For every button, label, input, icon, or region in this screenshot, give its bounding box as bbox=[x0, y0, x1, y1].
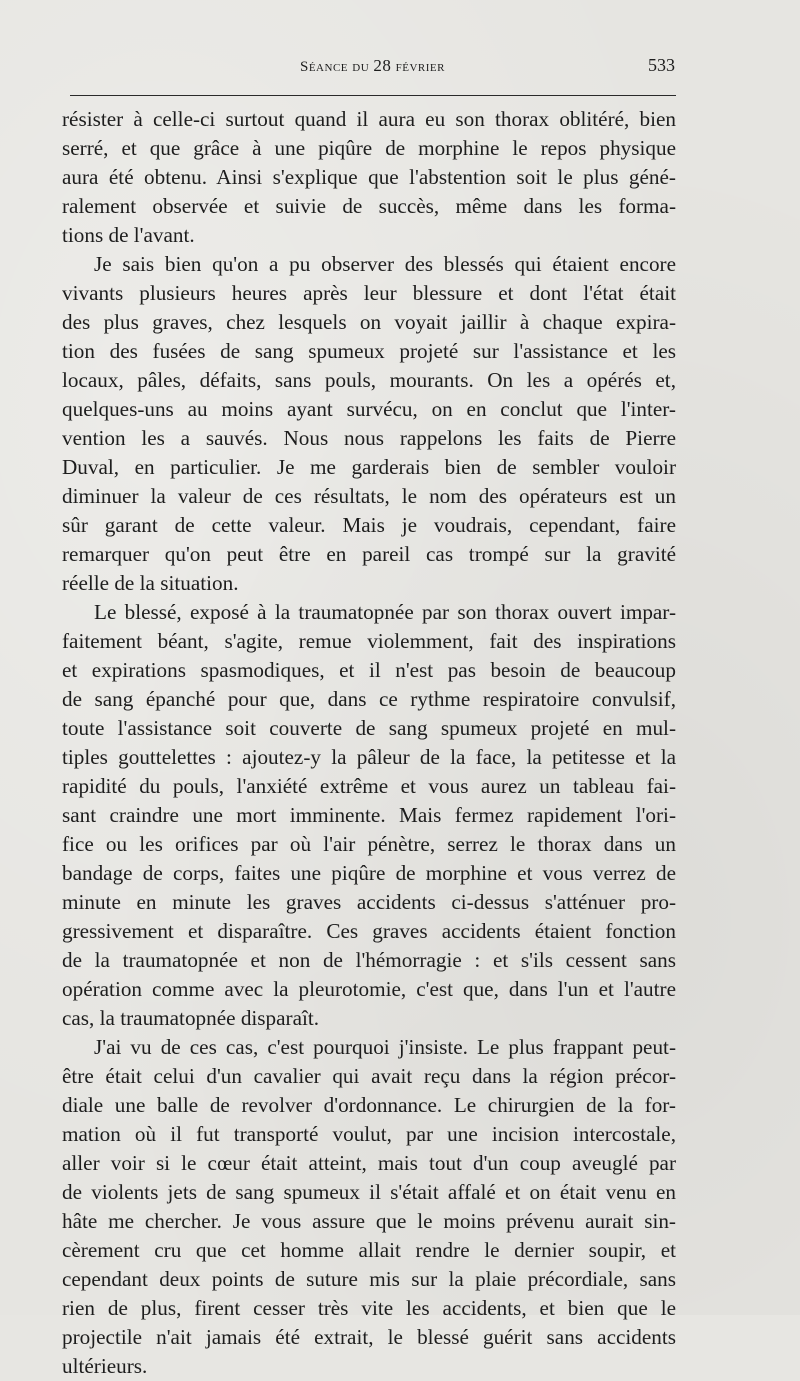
text-line: fice ou les orifices par où l'air pénètre, serrez le thorax dans un bbox=[62, 832, 676, 856]
text-line: gressivement et disparaître. Ces graves accidents étaient fonction bbox=[62, 919, 676, 943]
text-line: tion des fusées de sang spumeux projeté sur l'assistance et les bbox=[62, 339, 676, 363]
header-rule bbox=[70, 95, 676, 96]
text-line: bandage de corps, faites une piqûre de morphine et vous verrez de bbox=[62, 861, 676, 885]
text-line: Le blessé, exposé à la traumatopnée par son thorax ouvert impar- bbox=[94, 600, 676, 624]
text-line: de la traumatopnée et non de l'hémorragie : et s'ils cessent sans bbox=[62, 948, 676, 972]
text-line: sant craindre une mort imminente. Mais fermez rapidement l'ori- bbox=[62, 803, 676, 827]
text-line: quelques-uns au moins ayant survécu, on en conclut que l'inter- bbox=[62, 397, 676, 421]
text-line: tiples gouttelettes : ajoutez-y la pâleur de la face, la petitesse et la bbox=[62, 745, 676, 769]
text-line: faitement béant, s'agite, remue violemment, fait des inspirations bbox=[62, 629, 676, 653]
text-line: ultérieurs. bbox=[62, 1354, 148, 1378]
text-line: de sang épanché pour que, dans ce rythme respiratoire convulsif, bbox=[62, 687, 676, 711]
text-line: serré, et que grâce à une piqûre de morphine le repos physique bbox=[62, 136, 676, 160]
text-line: cependant deux points de suture mis sur la plaie précordiale, sans bbox=[62, 1267, 676, 1291]
text-line: tions de l'avant. bbox=[62, 223, 195, 247]
text-line: aller voir si le cœur était atteint, mais tout d'un coup aveuglé par bbox=[62, 1151, 676, 1175]
text-line: être était celui d'un cavalier qui avait reçu dans la région précor- bbox=[62, 1064, 676, 1088]
text-line: des plus graves, chez lesquels on voyait jaillir à chaque expira- bbox=[62, 310, 676, 334]
running-head-title bbox=[70, 56, 675, 76]
text-line: vention les a sauvés. Nous nous rappelons les faits de Pierre bbox=[62, 426, 676, 450]
text-line: toute l'assistance soit couverte de sang spumeux projeté en mul- bbox=[62, 716, 676, 740]
text-line: rien de plus, firent cesser très vite les accidents, et bien que le bbox=[62, 1296, 676, 1320]
text-line: vivants plusieurs heures après leur blessure et dont l'état était bbox=[62, 281, 676, 305]
text-line: locaux, pâles, défaits, sans pouls, mourants. On les a opérés et, bbox=[62, 368, 676, 392]
text-line: cèrement cru que cet homme allait rendre le dernier soupir, et bbox=[62, 1238, 676, 1262]
text-line: rapidité du pouls, l'anxiété extrême et vous aurez un tableau fai- bbox=[62, 774, 676, 798]
running-head-title-part: février bbox=[391, 59, 445, 75]
text-line: Je sais bien qu'on a pu observer des blessés qui étaient encore bbox=[94, 252, 676, 276]
body-text bbox=[62, 105, 676, 1381]
running-head-title-part: Séance du bbox=[300, 59, 374, 75]
text-line: sûr garant de cette valeur. Mais je voudrais, cependant, faire bbox=[62, 513, 676, 537]
text-line: Duval, en particulier. Je me garderais bien de sembler vouloir bbox=[62, 455, 676, 479]
text-line: diminuer la valeur de ces résultats, le nom des opérateurs est un bbox=[62, 484, 676, 508]
text-line: de violents jets de sang spumeux il s'était affalé et on était venu en bbox=[62, 1180, 676, 1204]
text-line: J'ai vu de ces cas, c'est pourquoi j'insiste. Le plus frappant peut- bbox=[94, 1035, 676, 1059]
text-line: mation où il fut transporté voulut, par une incision intercostale, bbox=[62, 1122, 676, 1146]
text-line: aura été obtenu. Ainsi s'explique que l'abstention soit le plus géné- bbox=[62, 165, 676, 189]
text-line: projectile n'ait jamais été extrait, le blessé guérit sans accidents bbox=[62, 1325, 676, 1349]
text-line: réelle de la situation. bbox=[62, 571, 239, 595]
text-line: et expirations spasmodiques, et il n'est pas besoin de beaucoup bbox=[62, 658, 676, 682]
text-line: opération comme avec la pleurotomie, c'est que, dans l'un et l'autre bbox=[62, 977, 676, 1001]
text-line: cas, la traumatopnée disparaît. bbox=[62, 1006, 320, 1030]
text-line: hâte me chercher. Je vous assure que le moins prévenu aurait sin- bbox=[62, 1209, 676, 1233]
text-line: minute en minute les graves accidents ci-dessus s'atténuer pro- bbox=[62, 890, 676, 914]
text-line: diale une balle de revolver d'ordonnance. Le chirurgien de la for- bbox=[62, 1093, 676, 1117]
text-line: résister à celle-ci surtout quand il aura eu son thorax oblitéré, bien bbox=[62, 107, 676, 131]
running-head bbox=[70, 56, 675, 80]
page-number: 533 bbox=[648, 55, 675, 75]
text-line: ralement observée et suivie de succès, même dans les forma- bbox=[62, 194, 676, 218]
running-head-date: 28 bbox=[373, 56, 392, 75]
text-line: remarquer qu'on peut être en pareil cas trompé sur la gravité bbox=[62, 542, 676, 566]
